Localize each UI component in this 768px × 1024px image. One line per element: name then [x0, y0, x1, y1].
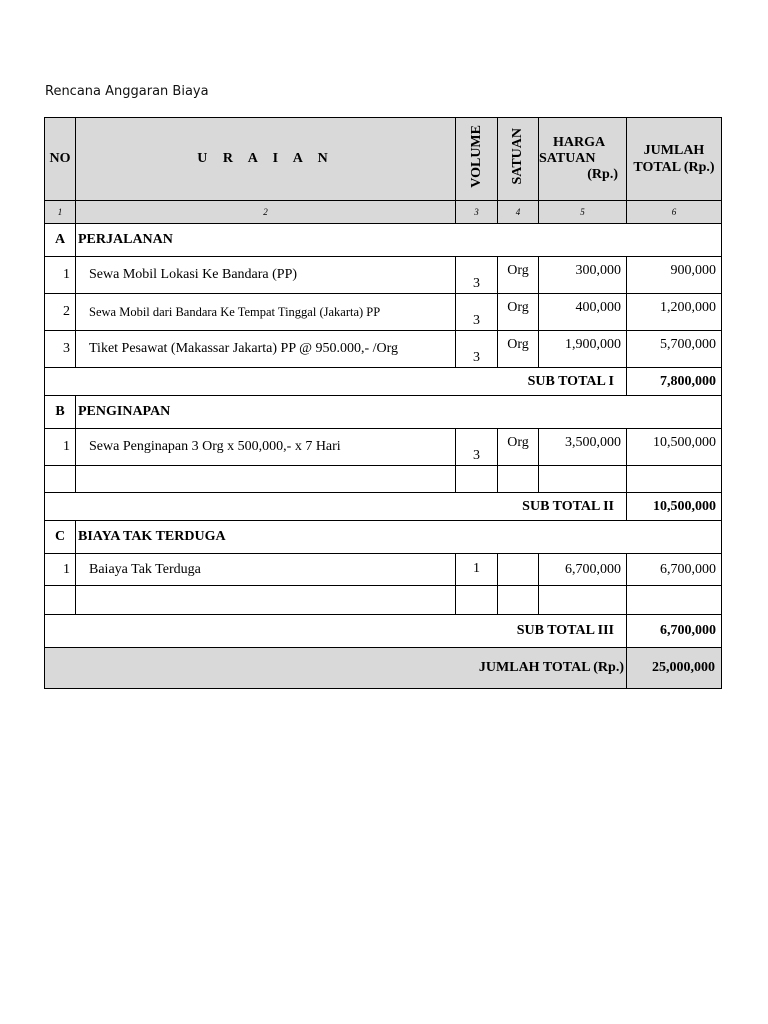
table-row [45, 331, 722, 368]
empty-cell [76, 466, 456, 493]
item-description: Sewa Mobil dari Bandara Ke Tempat Tinggal (Jakarta) PP [76, 294, 456, 331]
index-cell: 2 [76, 201, 456, 224]
section-row-b [45, 396, 722, 429]
empty-cell [456, 586, 498, 615]
subtotal-label: SUB TOTAL III [45, 615, 627, 648]
grand-total-label: JUMLAH TOTAL (Rp.) [45, 648, 627, 689]
header-uraian: U R A I A N [76, 118, 456, 201]
item-no: 1 [45, 554, 76, 586]
header-harga-satuan [539, 118, 627, 201]
subtotal-label: SUB TOTAL I [45, 368, 627, 396]
header-no: NO [45, 118, 76, 201]
item-harga: 3,500,000 [539, 429, 627, 466]
item-satuan: Org [498, 331, 539, 368]
header-harga-line1: HARGA [553, 135, 606, 150]
section-row-a [45, 224, 722, 257]
section-name: PENGINAPAN [76, 396, 722, 429]
item-jumlah: 900,000 [627, 257, 722, 294]
table-row [45, 257, 722, 294]
header-harga-line3: (Rp.) [587, 167, 618, 182]
section-letter: C [45, 521, 76, 554]
budget-table [44, 117, 722, 689]
subtotal-row-2 [45, 493, 722, 521]
item-harga: 1,900,000 [539, 331, 627, 368]
subtotal-row-3 [45, 615, 722, 648]
item-volume: 3 [456, 294, 498, 331]
item-jumlah: 6,700,000 [627, 554, 722, 586]
empty-cell [498, 466, 539, 493]
subtotal-value: 10,500,000 [627, 493, 722, 521]
item-description: Baiaya Tak Terduga [76, 554, 456, 586]
index-cell: 5 [539, 201, 627, 224]
table-row [45, 294, 722, 331]
section-letter: B [45, 396, 76, 429]
item-harga: 6,700,000 [539, 554, 627, 586]
item-satuan: Org [498, 429, 539, 466]
empty-cell [539, 466, 627, 493]
header-volume [456, 118, 498, 201]
item-volume: 3 [456, 429, 498, 466]
index-cell: 4 [498, 201, 539, 224]
item-jumlah: 10,500,000 [627, 429, 722, 466]
item-satuan: Org [498, 257, 539, 294]
item-volume: 3 [456, 331, 498, 368]
column-index-row [45, 201, 722, 224]
empty-row [45, 466, 722, 493]
item-no: 2 [45, 294, 76, 331]
section-row-c [45, 521, 722, 554]
empty-cell [76, 586, 456, 615]
empty-cell [45, 466, 76, 493]
document-title: Rencana Anggaran Biaya [45, 84, 209, 99]
subtotal-row-1 [45, 368, 722, 396]
item-jumlah: 5,700,000 [627, 331, 722, 368]
subtotal-value: 7,800,000 [627, 368, 722, 396]
item-jumlah: 1,200,000 [627, 294, 722, 331]
header-satuan-label: SATUAN [510, 128, 525, 185]
item-description: Tiket Pesawat (Makassar Jakarta) PP @ 950.000,- /Org [76, 331, 456, 368]
header-jumlah-line1: JUMLAH [643, 143, 705, 158]
item-no: 1 [45, 257, 76, 294]
index-cell: 1 [45, 201, 76, 224]
empty-cell [539, 586, 627, 615]
index-cell: 6 [627, 201, 722, 224]
item-no: 3 [45, 331, 76, 368]
empty-cell [456, 466, 498, 493]
item-harga: 300,000 [539, 257, 627, 294]
subtotal-value: 6,700,000 [627, 615, 722, 648]
grand-total-row [45, 648, 722, 689]
item-description: Sewa Penginapan 3 Org x 500,000,- x 7 Hari [76, 429, 456, 466]
index-cell: 3 [456, 201, 498, 224]
item-satuan: Org [498, 294, 539, 331]
empty-cell [627, 466, 722, 493]
section-name: PERJALANAN [76, 224, 722, 257]
subtotal-label: SUB TOTAL II [45, 493, 627, 521]
item-no: 1 [45, 429, 76, 466]
empty-cell [627, 586, 722, 615]
header-satuan [498, 118, 539, 201]
item-volume: 1 [456, 554, 498, 586]
section-name: BIAYA TAK TERDUGA [76, 521, 722, 554]
item-description: Sewa Mobil Lokasi Ke Bandara (PP) [76, 257, 456, 294]
empty-cell [498, 586, 539, 615]
empty-row [45, 586, 722, 615]
header-volume-label: VOLUME [468, 125, 484, 188]
header-jumlah-line2: TOTAL (Rp.) [633, 160, 715, 175]
item-volume: 3 [456, 257, 498, 294]
section-letter: A [45, 224, 76, 257]
grand-total-value: 25,000,000 [627, 648, 722, 689]
empty-cell [45, 586, 76, 615]
item-satuan [498, 554, 539, 586]
item-harga: 400,000 [539, 294, 627, 331]
header-jumlah-total [627, 118, 722, 201]
header-harga-line2: SATUAN [539, 151, 596, 166]
table-header-row [45, 118, 722, 201]
table-row [45, 554, 722, 586]
table-row [45, 429, 722, 466]
